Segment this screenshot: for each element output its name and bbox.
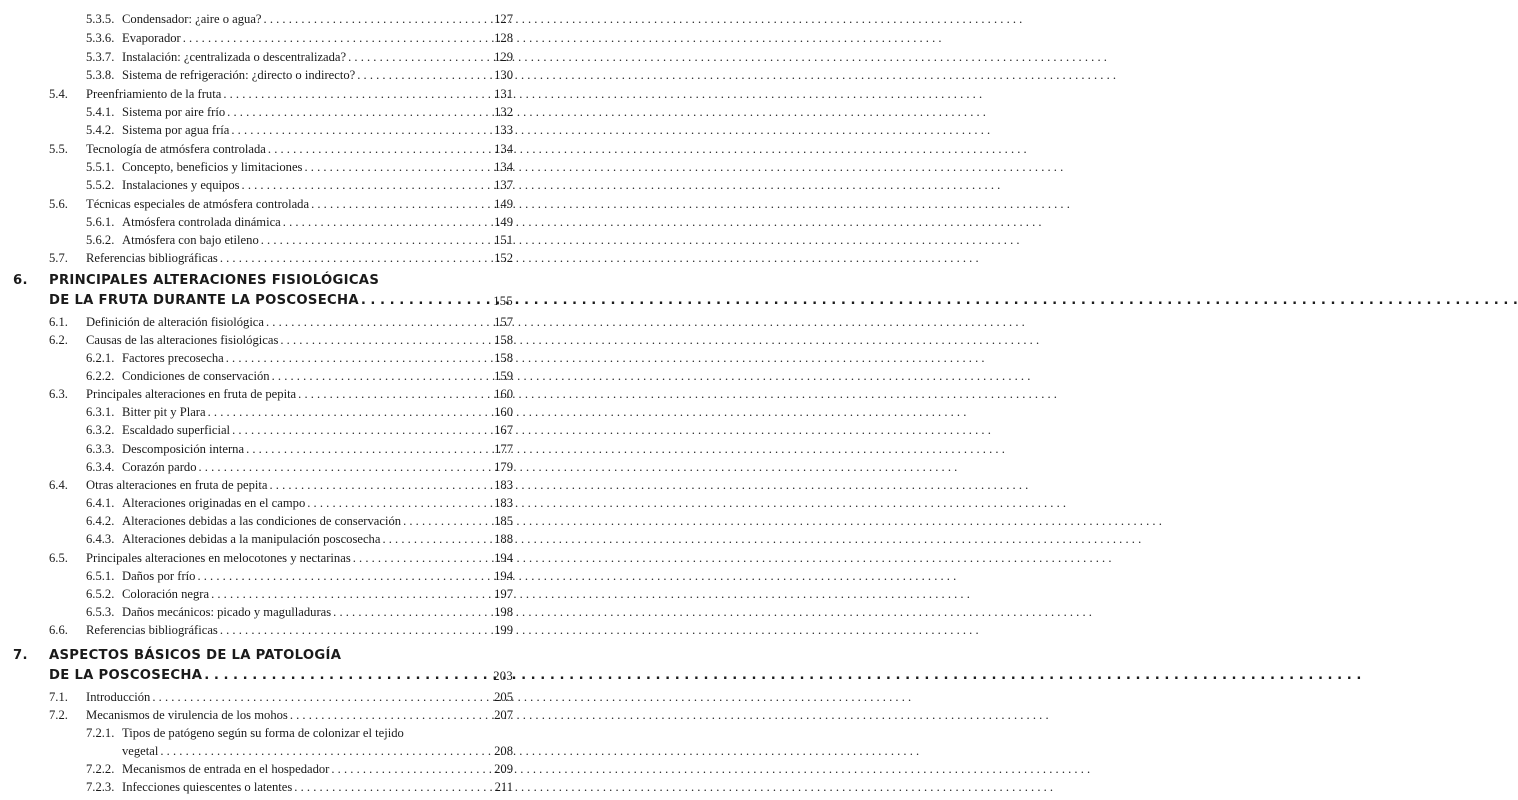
dot-leader bbox=[218, 249, 489, 267]
page-number: 185 bbox=[494, 514, 513, 528]
section-title: Causas de las alteraciones fisiológicas bbox=[86, 333, 279, 347]
section-title: Alteraciones originadas en el campo bbox=[122, 496, 306, 510]
section-number: 5.7. bbox=[49, 251, 68, 265]
dot-leader bbox=[288, 706, 489, 724]
section-title: Evaporador bbox=[122, 31, 181, 45]
toc-entry[interactable] bbox=[0, 512, 519, 530]
section-number: 6.4. bbox=[49, 478, 68, 492]
entry-leader bbox=[122, 530, 489, 548]
dot-leader bbox=[281, 213, 489, 231]
toc-entry[interactable] bbox=[0, 85, 519, 103]
page-number: 209 bbox=[494, 762, 513, 776]
dot-leader bbox=[240, 176, 489, 194]
section-title: Referencias bibliográficas bbox=[86, 251, 218, 265]
section-number: 7.2.1. bbox=[86, 726, 115, 740]
section-number: 5.3.8. bbox=[86, 68, 115, 82]
entry-leader bbox=[86, 385, 489, 403]
section-title: Daños por frío bbox=[122, 569, 196, 583]
section-number: 6.4.1. bbox=[86, 496, 115, 510]
toc-entry[interactable] bbox=[0, 585, 519, 603]
entry-leader bbox=[122, 367, 489, 385]
section-number: 5.6.2. bbox=[86, 233, 115, 247]
entry-leader bbox=[86, 313, 489, 331]
toc-entry[interactable] bbox=[0, 778, 519, 796]
chapter-number: 7. bbox=[13, 648, 28, 663]
toc-entry[interactable] bbox=[0, 249, 519, 267]
dot-leader bbox=[229, 121, 489, 139]
toc-entry[interactable] bbox=[0, 331, 519, 349]
chapter-number: 6. bbox=[13, 273, 28, 288]
toc-entry[interactable] bbox=[0, 494, 519, 512]
section-number: 5.5. bbox=[49, 142, 68, 156]
dot-leader bbox=[225, 103, 489, 121]
entry-leader bbox=[86, 140, 489, 158]
dot-leader bbox=[206, 403, 489, 421]
section-title: Atmósfera con bajo etileno bbox=[122, 233, 259, 247]
section-number: 6.3. bbox=[49, 387, 68, 401]
section-title-continued: vegetal bbox=[122, 744, 159, 758]
dot-leader bbox=[218, 621, 489, 639]
section-number: 6.3.4. bbox=[86, 460, 115, 474]
section-title: Corazón pardo bbox=[122, 460, 197, 474]
section-number: 6.6. bbox=[49, 623, 68, 637]
dot-leader bbox=[267, 476, 489, 494]
dot-leader bbox=[309, 195, 489, 213]
toc-entry[interactable] bbox=[0, 140, 519, 158]
entry-leader bbox=[122, 158, 489, 176]
page-number: 149 bbox=[494, 215, 513, 229]
dot-leader bbox=[380, 530, 489, 548]
section-title: Tecnología de atmósfera controlada bbox=[86, 142, 266, 156]
page-number: 134 bbox=[494, 160, 513, 174]
entry-leader bbox=[86, 195, 489, 213]
toc-entry[interactable] bbox=[0, 385, 519, 403]
toc-entry[interactable] bbox=[0, 29, 519, 47]
page-number: 194 bbox=[494, 569, 513, 583]
section-title: Tipos de patógeno según su forma de colonizar el tejido bbox=[122, 726, 404, 740]
section-title: Infecciones quiescentes o latentes bbox=[122, 780, 293, 794]
page-number: 157 bbox=[494, 315, 513, 329]
toc-entry[interactable] bbox=[0, 476, 519, 494]
toc-entry[interactable] bbox=[0, 10, 519, 28]
entry-leader bbox=[122, 29, 489, 47]
dot-leader bbox=[197, 458, 490, 476]
section-number: 6.2.2. bbox=[86, 369, 115, 383]
entry-leader bbox=[122, 403, 489, 421]
dot-leader bbox=[305, 494, 489, 512]
entry-leader bbox=[122, 176, 489, 194]
section-title: Alteraciones debidas a las condiciones de conservación bbox=[122, 514, 402, 528]
dot-leader bbox=[195, 567, 489, 585]
entry-leader bbox=[122, 760, 489, 778]
page-number: 128 bbox=[494, 31, 513, 45]
page-number: 155 bbox=[493, 294, 513, 308]
toc-entry[interactable] bbox=[0, 458, 519, 476]
section-number: 6.5.1. bbox=[86, 569, 115, 583]
section-title: Condensador: ¿aire o agua? bbox=[122, 12, 262, 26]
page-number: 130 bbox=[494, 68, 513, 82]
dot-leader bbox=[224, 349, 489, 367]
section-title: Mecanismos de virulencia de los mohos bbox=[86, 708, 288, 722]
section-title: Descomposición interna bbox=[122, 442, 245, 456]
section-number: 5.3.5. bbox=[86, 12, 115, 26]
section-title: Mecanismos de entrada en el hospedador bbox=[122, 762, 330, 776]
dot-leader bbox=[221, 85, 489, 103]
entry-leader bbox=[122, 103, 489, 121]
section-number: 5.3.6. bbox=[86, 31, 115, 45]
entry-leader bbox=[86, 331, 489, 349]
page-number: 158 bbox=[494, 333, 513, 347]
toc-entry[interactable] bbox=[0, 121, 519, 139]
toc-entry[interactable] bbox=[0, 158, 519, 176]
page-number: 211 bbox=[494, 780, 513, 794]
toc-entry[interactable] bbox=[0, 742, 519, 760]
section-number: 6.4.2. bbox=[86, 514, 115, 528]
section-number: 5.3.7. bbox=[86, 50, 115, 64]
entry-leader bbox=[122, 494, 489, 512]
dot-leader bbox=[359, 292, 489, 310]
toc-entry[interactable] bbox=[0, 367, 519, 385]
section-number: 5.6.1. bbox=[86, 215, 115, 229]
section-title: Instalaciones y equipos bbox=[122, 178, 240, 192]
dot-leader bbox=[264, 313, 489, 331]
entry-leader bbox=[86, 706, 489, 724]
dot-leader bbox=[230, 421, 489, 439]
toc-entry[interactable] bbox=[0, 403, 519, 421]
page-number: 183 bbox=[494, 478, 513, 492]
section-title: Condiciones de conservación bbox=[122, 369, 270, 383]
dot-leader bbox=[158, 742, 489, 760]
section-number: 7.2. bbox=[49, 708, 68, 722]
page-number: 160 bbox=[494, 405, 513, 419]
section-number: 7.2.2. bbox=[86, 762, 115, 776]
section-title: Preenfriamiento de la fruta bbox=[86, 87, 222, 101]
section-title: Principales alteraciones en melocotones y nectarinas bbox=[86, 551, 351, 565]
page-number: 188 bbox=[494, 532, 513, 546]
page-number: 151 bbox=[494, 233, 513, 247]
section-title: Referencias bibliográficas bbox=[86, 623, 218, 637]
section-number: 6.2.1. bbox=[86, 351, 115, 365]
toc-entry[interactable] bbox=[0, 48, 519, 66]
dot-leader bbox=[150, 688, 489, 706]
toc-entry[interactable] bbox=[0, 213, 519, 231]
entry-leader bbox=[122, 10, 489, 28]
page-number: 208 bbox=[494, 744, 513, 758]
entry-leader bbox=[86, 549, 489, 567]
entry-leader bbox=[122, 603, 489, 621]
toc-entry[interactable] bbox=[0, 272, 519, 290]
entry-leader bbox=[86, 621, 489, 639]
dot-leader bbox=[296, 385, 489, 403]
entry-leader bbox=[49, 292, 489, 310]
table-of-contents bbox=[0, 0, 519, 800]
section-title: Sistema de refrigeración: ¿directo o indirecto? bbox=[122, 68, 356, 82]
page-number: 158 bbox=[494, 351, 513, 365]
entry-leader bbox=[122, 121, 489, 139]
page-number: 133 bbox=[494, 123, 513, 137]
section-title: Coloración negra bbox=[122, 587, 210, 601]
toc-entry[interactable] bbox=[0, 647, 519, 665]
dot-leader bbox=[270, 367, 489, 385]
dot-leader bbox=[351, 549, 489, 567]
toc-entry[interactable] bbox=[0, 621, 519, 639]
section-number: 6.3.1. bbox=[86, 405, 115, 419]
section-number: 6.4.3. bbox=[86, 532, 115, 546]
page-number: 207 bbox=[494, 708, 513, 722]
page-number: 137 bbox=[494, 178, 513, 192]
section-title: Sistema por agua fría bbox=[122, 123, 230, 137]
page-number: 205 bbox=[494, 690, 513, 704]
dot-leader bbox=[302, 158, 489, 176]
toc-entry[interactable] bbox=[0, 176, 519, 194]
entry-leader bbox=[122, 567, 489, 585]
toc-entry[interactable] bbox=[0, 103, 519, 121]
page-number: 167 bbox=[494, 423, 513, 437]
section-number: 5.4.1. bbox=[86, 105, 115, 119]
dot-leader bbox=[202, 667, 489, 685]
dot-leader bbox=[355, 66, 489, 84]
toc-entry[interactable] bbox=[0, 706, 519, 724]
toc-entry[interactable] bbox=[0, 440, 519, 458]
entry-leader bbox=[86, 249, 489, 267]
section-number: 6.5.3. bbox=[86, 605, 115, 619]
dot-leader bbox=[209, 585, 489, 603]
section-title: Atmósfera controlada dinámica bbox=[122, 215, 281, 229]
toc-entry[interactable] bbox=[0, 195, 519, 213]
page-number: 159 bbox=[494, 369, 513, 383]
toc-entry[interactable] bbox=[0, 231, 519, 249]
chapter-title-continued: DE LA FRUTA DURANTE LA POSCOSECHA bbox=[49, 293, 359, 308]
page-number: 177 bbox=[494, 442, 513, 456]
section-number: 5.5.1. bbox=[86, 160, 115, 174]
toc-entry[interactable] bbox=[0, 688, 519, 706]
page-number: 203 bbox=[493, 669, 513, 683]
toc-entry[interactable] bbox=[0, 667, 519, 685]
entry-leader bbox=[122, 66, 489, 84]
dot-leader bbox=[401, 512, 489, 530]
entry-leader bbox=[122, 349, 489, 367]
dot-leader bbox=[181, 29, 489, 47]
section-number: 7.1. bbox=[49, 690, 68, 704]
toc-entry[interactable] bbox=[0, 349, 519, 367]
dot-leader bbox=[259, 231, 489, 249]
dot-leader bbox=[278, 331, 489, 349]
section-number: 5.6. bbox=[49, 197, 68, 211]
section-number: 5.4. bbox=[49, 87, 68, 101]
dot-leader bbox=[331, 603, 489, 621]
section-title: Sistema por aire frío bbox=[122, 105, 226, 119]
dot-leader bbox=[292, 778, 489, 796]
toc-entry[interactable] bbox=[0, 313, 519, 331]
section-number: 7.2.3. bbox=[86, 780, 115, 794]
chapter-title: ASPECTOS BÁSICOS DE LA PATOLOGÍA bbox=[49, 648, 342, 663]
section-title: Definición de alteración fisiológica bbox=[86, 315, 264, 329]
page-number: 134 bbox=[494, 142, 513, 156]
dot-leader bbox=[346, 48, 489, 66]
section-number: 6.1. bbox=[49, 315, 68, 329]
section-number: 5.4.2. bbox=[86, 123, 115, 137]
section-title: Instalación: ¿centralizada o descentralizada? bbox=[122, 50, 347, 64]
entry-leader bbox=[86, 85, 489, 103]
entry-leader bbox=[49, 667, 489, 685]
page-number: 149 bbox=[494, 197, 513, 211]
dot-leader bbox=[244, 440, 489, 458]
entry-leader bbox=[122, 48, 489, 66]
page-number: 183 bbox=[494, 496, 513, 510]
page-number: 129 bbox=[494, 50, 513, 64]
toc-entry[interactable] bbox=[0, 66, 519, 84]
section-title: Factores precosecha bbox=[122, 351, 224, 365]
section-number: 6.3.2. bbox=[86, 423, 115, 437]
dot-leader bbox=[262, 10, 489, 28]
entry-leader bbox=[122, 778, 489, 796]
section-number: 6.5. bbox=[49, 551, 68, 565]
toc-entry[interactable] bbox=[0, 724, 519, 742]
entry-leader bbox=[122, 440, 489, 458]
toc-entry[interactable] bbox=[0, 292, 519, 310]
page-number: 198 bbox=[494, 605, 513, 619]
page-number: 131 bbox=[494, 87, 513, 101]
section-title: Técnicas especiales de atmósfera controlada bbox=[86, 197, 310, 211]
entry-leader bbox=[122, 231, 489, 249]
toc-entry[interactable] bbox=[0, 603, 519, 621]
section-title: Alteraciones debidas a la manipulación poscosecha bbox=[122, 532, 381, 546]
toc-entry[interactable] bbox=[0, 421, 519, 439]
section-number: 5.5.2. bbox=[86, 178, 115, 192]
page-number: 194 bbox=[494, 551, 513, 565]
entry-leader bbox=[122, 585, 489, 603]
page-number: 179 bbox=[494, 460, 513, 474]
chapter-title: PRINCIPALES ALTERACIONES FISIOLÓGICAS bbox=[49, 273, 380, 288]
page-number: 152 bbox=[494, 251, 513, 265]
entry-leader bbox=[122, 742, 489, 760]
toc-entry[interactable] bbox=[0, 530, 519, 548]
section-title: Principales alteraciones en fruta de pepita bbox=[86, 387, 297, 401]
page-number: 127 bbox=[494, 12, 513, 26]
toc-entry[interactable] bbox=[0, 549, 519, 567]
section-title: Concepto, beneficios y limitaciones bbox=[122, 160, 303, 174]
toc-entry[interactable] bbox=[0, 760, 519, 778]
section-title: Escaldado superficial bbox=[122, 423, 231, 437]
dot-leader bbox=[266, 140, 489, 158]
page-number: 132 bbox=[494, 105, 513, 119]
section-title: Bitter pit y Plara bbox=[122, 405, 206, 419]
entry-leader bbox=[122, 458, 489, 476]
section-number: 6.2. bbox=[49, 333, 68, 347]
chapter-title-continued: DE LA POSCOSECHA bbox=[49, 668, 203, 683]
section-number: 6.5.2. bbox=[86, 587, 115, 601]
page-number: 160 bbox=[494, 387, 513, 401]
page-number: 197 bbox=[494, 587, 513, 601]
section-number: 6.3.3. bbox=[86, 442, 115, 456]
entry-leader bbox=[122, 512, 489, 530]
page-number: 199 bbox=[494, 623, 513, 637]
toc-entry[interactable] bbox=[0, 567, 519, 585]
entry-leader bbox=[86, 476, 489, 494]
entry-leader bbox=[122, 421, 489, 439]
section-title: Introducción bbox=[86, 690, 151, 704]
section-title: Otras alteraciones en fruta de pepita bbox=[86, 478, 268, 492]
dot-leader bbox=[329, 760, 489, 778]
entry-leader bbox=[122, 213, 489, 231]
entry-leader bbox=[86, 688, 489, 706]
section-title: Daños mecánicos: picado y magulladuras bbox=[122, 605, 332, 619]
